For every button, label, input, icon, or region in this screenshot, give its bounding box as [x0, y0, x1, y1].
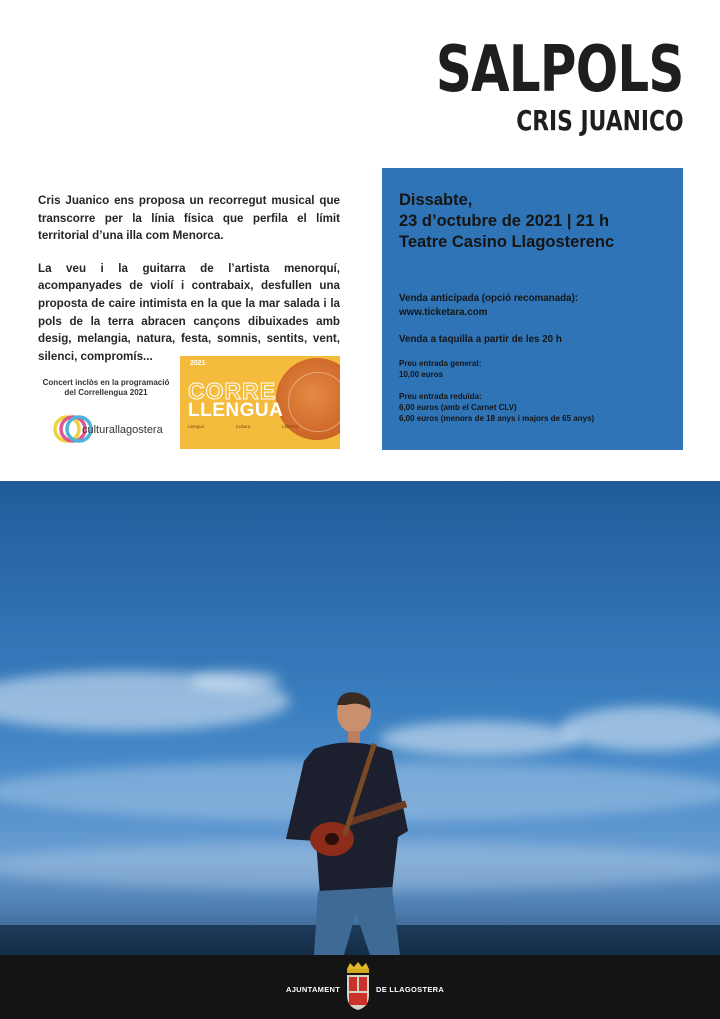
correllengua-note	[36, 378, 176, 398]
presale-label: Venda anticipada (opció recomanada):	[399, 293, 579, 304]
date-line-2: 23 d’octubre de 2021 | 21 h	[399, 212, 610, 230]
artist-photo	[0, 481, 720, 955]
venue-name: Teatre Casino Llagosterenc	[399, 233, 615, 251]
artist-name: CRIS JUANICO	[516, 104, 684, 137]
general-price: 10,00 euros	[399, 370, 444, 379]
cartel-tags	[188, 424, 298, 429]
guitarist-figure-icon	[280, 691, 420, 955]
cloud	[190, 671, 280, 691]
event-description	[38, 192, 340, 380]
footer-llagostera: DE LLAGOSTERA	[376, 985, 445, 994]
correllengua-note-line-1: Concert inclòs en la programació	[42, 378, 170, 387]
general-price-label: Preu entrada general:	[399, 359, 482, 368]
cultura-llagostera-text: culturallagostera	[82, 424, 163, 436]
cartel-tag: Llengua	[188, 424, 205, 429]
cartel-llengua: LLENGUA	[188, 400, 284, 421]
cartel-tag: Llibertat	[281, 424, 298, 429]
description-paragraph-2: La veu i la guitarra de l’artista menorquí, acompanyades de violí i contrabaix, desfullen una proposta de caire intimista en la que la mar salada i la pols de la terra abracen cançons dibuixades amb desig, melangia, natura, festa, somnis, sentits, vent, silenci, compromís...	[38, 261, 340, 363]
plate-rim	[288, 372, 340, 432]
reduced-price-1: 6,00 euros (amb el Carnet CLV)	[399, 403, 517, 412]
event-info-box	[382, 168, 683, 450]
cartel-year: 2021	[190, 360, 206, 367]
poster-header	[366, 33, 684, 137]
footer-ajuntament: AJUNTAMENT	[286, 985, 341, 994]
box-office-note: Venda a taquilla a partir de les 20 h	[399, 334, 562, 345]
date-line-1: Dissabte,	[399, 191, 473, 209]
reduced-price-label: Preu entrada reduïda:	[399, 392, 482, 401]
presale-link[interactable]: www.ticketara.com	[399, 307, 488, 318]
event-title: SALPOLS	[436, 33, 684, 107]
reduced-price-2: 6,00 euros (menors de 18 anys i majors de 65 anys)	[399, 414, 595, 423]
correllengua-poster	[180, 356, 340, 449]
event-date-venue	[399, 190, 614, 253]
coat-of-arms-icon	[343, 961, 373, 1011]
footer-bar	[0, 955, 720, 1019]
cartel-corre: CORRE	[188, 378, 277, 404]
description-paragraph-1: Cris Juanico ens proposa un recorregut musical que transcorre per la línia física que perfila el límit territorial d’una illa com Menorca.	[38, 194, 340, 243]
cloud	[560, 706, 720, 751]
correllengua-note-line-2: del Correllengua 2021	[64, 388, 148, 397]
cartel-tag: Cultura	[235, 424, 251, 429]
